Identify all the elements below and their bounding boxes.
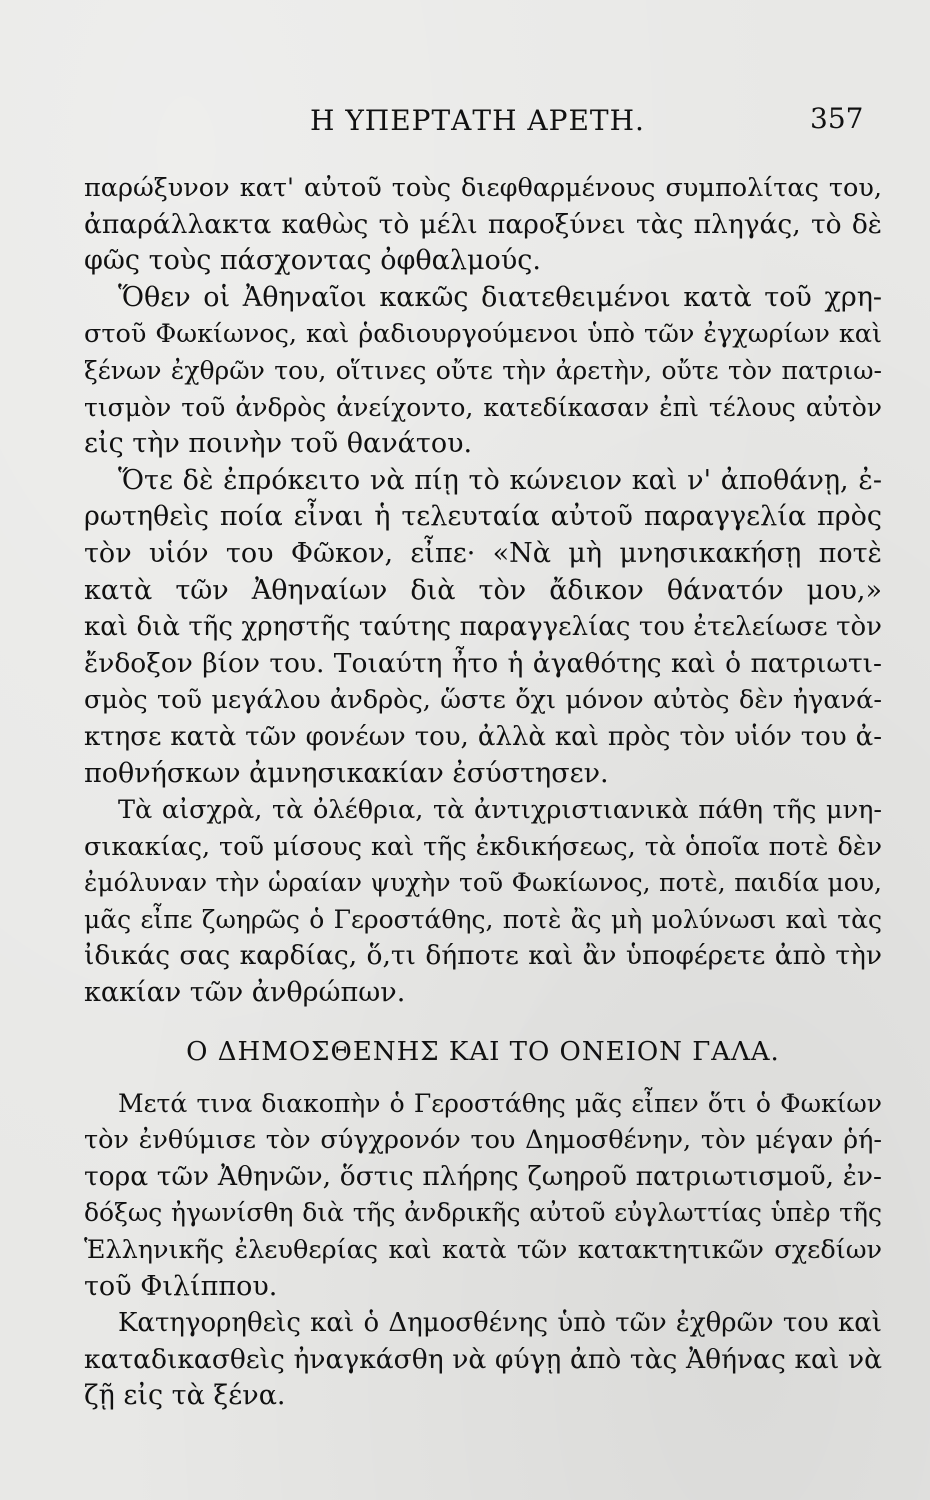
text-line: κτησε κατὰ τῶν φονέων του, ἀλλὰ καὶ πρὸς τὸν υἱόν του ἀ- (84, 721, 882, 752)
text-line: ποθνήσκων ἀμνησικακίαν ἐσύστησεν. (84, 757, 609, 789)
running-title: Η ΥΠΕΡΤΑΤΗ ΑΡΕΤΗ. (310, 104, 645, 137)
text-line: τοῦ Φιλίππου. (84, 1270, 278, 1302)
text-line: Κατηγορηθεὶς καὶ ὁ Δημοσθένης ὑπὸ τῶν ἐχθρῶν του καὶ (118, 1308, 882, 1339)
text-line: Τὰ αἰσχρὰ, τὰ ὀλέθρια, τὰ ἀντιχριστιανικὰ πάθη τῆς μνη- (118, 795, 882, 826)
text-line: Μετά τινα διακοπὴν ὁ Γεροστάθης μᾶς εἶπεν ὅτι ὁ Φωκίων (118, 1088, 882, 1118)
text-line: παρώξυνον κατ' αὐτοῦ τοὺς διεφθαρμένους συμπολίτας του, (84, 173, 882, 203)
text-line: στοῦ Φωκίωνος, καὶ ῥαδιουργούμενοι ὑπὸ τῶν ἐγχωρίων καὶ (84, 319, 882, 350)
text-line: φῶς τοὺς πάσχοντας ὀφθαλμούς. (84, 245, 541, 277)
running-head (0, 104, 930, 144)
section-heading: Ο ΔΗΜΟΣΘΕΝΗΣ ΚΑΙ ΤΟ ΟΝΕΙΟΝ ΓΑΛΑ. (186, 1036, 780, 1067)
text-line: τισμὸν τοῦ ἀνδρὸς ἀνείχοντο, κατεδίκασαν ἐπὶ τέλους αὐτὸν (84, 392, 882, 422)
text-line: τὸν υἱόν του Φῶκον, εἶπε· «Νὰ μὴ μνησικακήσῃ ποτὲ (84, 537, 882, 569)
text-line: κατὰ τῶν Ἀθηναίων διὰ τὸν ἄδικον θάνατόν μου,» (84, 574, 882, 606)
section-text (84, 1086, 882, 1415)
text-line: ἰδικάς σας καρδίας, ὅ,τι δήποτε καὶ ἂν ὑποφέρετε ἀπὸ τὴν (84, 940, 882, 972)
text-line: καταδικασθεὶς ἠναγκάσθη νὰ φύγῃ ἀπὸ τὰς Ἀθήνας καὶ νὰ (84, 1343, 882, 1375)
text-line: δόξως ἠγωνίσθη διὰ τῆς ἀνδρικῆς αὐτοῦ εὐγλωττίας ὑπὲρ τῆς (84, 1198, 882, 1228)
text-line: ἀπαράλλακτα καθὼς τὸ μέλι παροξύνει τὰς πληγάς, τὸ δὲ (84, 208, 882, 240)
text-line: ζῇ εἰς τὰ ξένα. (84, 1380, 286, 1412)
text-line: ἔνδοξον βίον του. Τοιαύτη ἦτο ἡ ἀγαθότης καὶ ὁ πατριωτι- (84, 647, 882, 679)
page-number: 357 (810, 102, 864, 135)
text-line: ξένων ἐχθρῶν του, οἵτινες οὔτε τὴν ἀρετὴν, οὔτε τὸν πατριω- (84, 355, 882, 385)
text-line: Ὅτε δὲ ἐπρόκειτο νὰ πίῃ τὸ κώνειον καὶ ν' ἀποθάνῃ, ἐ- (118, 464, 882, 496)
text-line: κακίαν τῶν ἀνθρώπων. (84, 977, 406, 1009)
text-line: Ὅθεν οἱ Ἀθηναῖοι κακῶς διατεθειμένοι κατὰ τοῦ χρη- (118, 281, 882, 313)
text-line: τὸν ἐνθύμισε τὸν σύγχρονόν του Δημοσθένην, τὸν μέγαν ῥή- (84, 1125, 882, 1156)
text-line: ρωτηθεὶς ποία εἶναι ἡ τελευταία αὐτοῦ παραγγελία πρὸς (84, 501, 882, 533)
text-line: μᾶς εἶπε ζωηρῶς ὁ Γεροστάθης, ποτὲ ἂς μὴ μολύνωσι καὶ τὰς (84, 904, 882, 934)
text-line: σικακίας, τοῦ μίσους καὶ τῆς ἐκδικήσεως, τὰ ὁποῖα ποτὲ δὲν (84, 831, 882, 862)
text-line: καὶ διὰ τῆς χρηστῆς ταύτης παραγγελίας του ἐτελείωσε τὸν (84, 612, 882, 643)
text-block (84, 170, 882, 1415)
text-line: ἐμόλυναν τὴν ὡραίαν ψυχὴν τοῦ Φωκίωνος, ποτὲ, παιδία μου, (84, 868, 882, 898)
text-line: Ἑλληνικῆς ἐλευθερίας καὶ κατὰ τῶν κατακτητικῶν σχεδίων (84, 1235, 882, 1266)
text-line: εἰς τὴν ποινὴν τοῦ θανάτου. (84, 428, 473, 460)
text-line: τορα τῶν Ἀθηνῶν, ὅστις πλήρης ζωηροῦ πατριωτισμοῦ, ἐν- (84, 1160, 882, 1192)
text-line: σμὸς τοῦ μεγάλου ἀνδρὸς, ὥστε ὄχι μόνον αὐτὸς δὲν ἠγανά- (84, 685, 882, 716)
body-text (84, 170, 882, 1012)
